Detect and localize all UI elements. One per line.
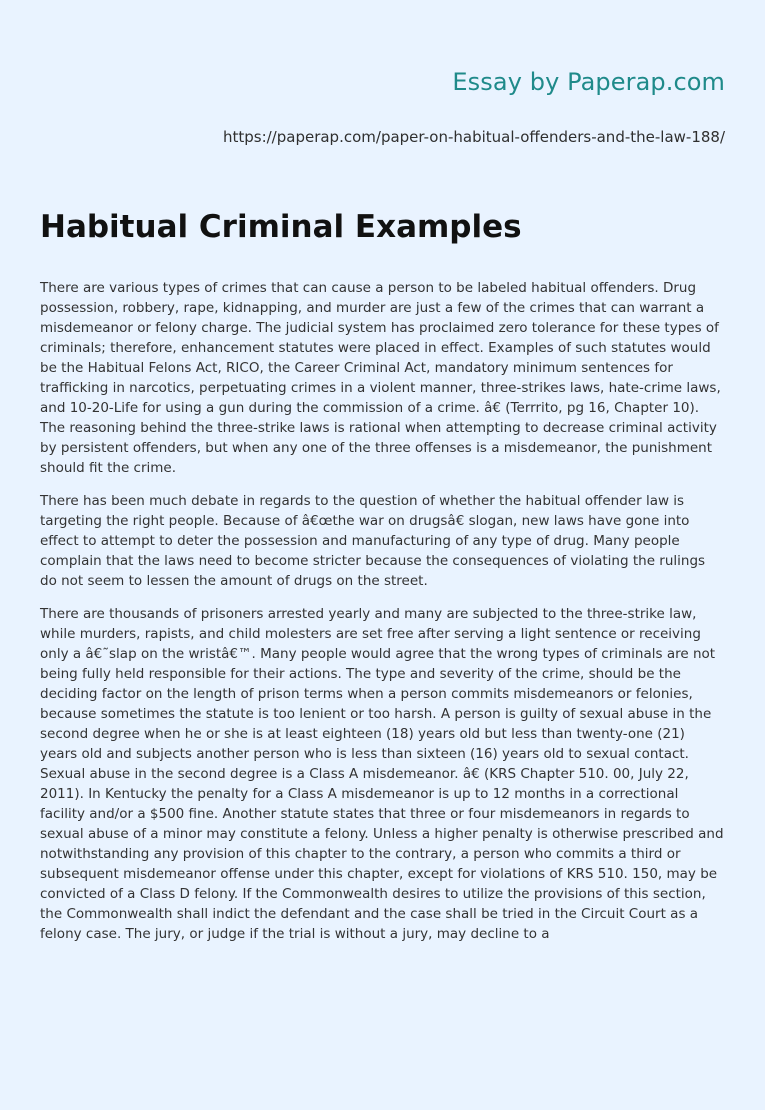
site-brand[interactable]: Essay by Paperap.com <box>452 68 725 96</box>
essay-body <box>40 278 725 957</box>
page-title: Habitual Criminal Examples <box>40 209 522 245</box>
essay-paragraph: There has been much debate in regards to the question of whether the habitual offender law is targeting the right people. Because of â€œthe war on drugsâ€ slogan, new laws have gone into effect to attempt to deter the possession and manufacturing of any type of drug. Many people complain that the laws need to become stricter because the consequences of violating the rulings do not seem to lessen the amount of drugs on the street. <box>40 493 706 589</box>
essay-paragraph: There are thousands of prisoners arrested yearly and many are subjected to the three-strike law, while murders, rapists, and child molesters are set free after serving a light sentence or receiving only a â€˜slap on the wristâ€™. Many people would agree that the wrong types of criminals are not being fully held responsible for their actions. The type and severity of the crime, should be the deciding factor on the length of prison terms when a person commits misdemeanors or felonies, because sometimes the statute is too lenient or too harsh. A person is guilty of sexual abuse in the second degree when he or she is at least eighteen (18) years old but less than twenty-one (21) years old and subjects another person who is less than sixteen (16) years old to sexual contact. Sexual abuse in the second degree is a Class A misdemeanor. â€ (KRS Chapter 510. 00, July 22, 2011). In Kentucky the penalty for a Class A misdemeanor is up to 12 months in a correctional facility and/or a $500 fine. Another statute states that three or four misdemeanors in regards to sexual abuse of a minor may constitute a felony. Unless a higher penalty is otherwise prescribed and notwithstanding any provision of this chapter to the contrary, a person who commits a third or subsequent misdemeanor offense under this chapter, except for violations of KRS 510. 150, may be convicted of a Class D felony. If the Commonwealth desires to utilize the provisions of this section, the Commonwealth shall indict the defendant and the case shall be tried in the Circuit Court as a felony case. The jury, or judge if the trial is without a jury, may decline to a <box>40 606 724 942</box>
source-url-link[interactable]: https://paperap.com/paper-on-habitual-offenders-and-the-law-188/ <box>222 128 725 146</box>
essay-paragraph: There are various types of crimes that can cause a person to be labeled habitual offenders. Drug possession, robbery, rape, kidnapping, and murder are just a few of the crimes that can warrant a misdemeanor or felony charge. The judicial system has proclaimed zero tolerance for these types of criminals; therefore, enhancement statutes were placed in effect. Examples of such statutes would be the Habitual Felons Act, RICO, the Career Criminal Act, mandatory minimum sentences for trafficking in narcotics, perpetuating crimes in a violent manner, three-strikes laws, hate-crime laws, and 10-20-Life for using a gun during the commission of a crime. â€ (Terrrito, pg 16, Chapter 10). The reasoning behind the three-strike laws is rational when attempting to decrease criminal activity by persistent offenders, but when any one of the three offenses is a misdemeanor, the punishment should fit the crime. <box>40 280 721 476</box>
